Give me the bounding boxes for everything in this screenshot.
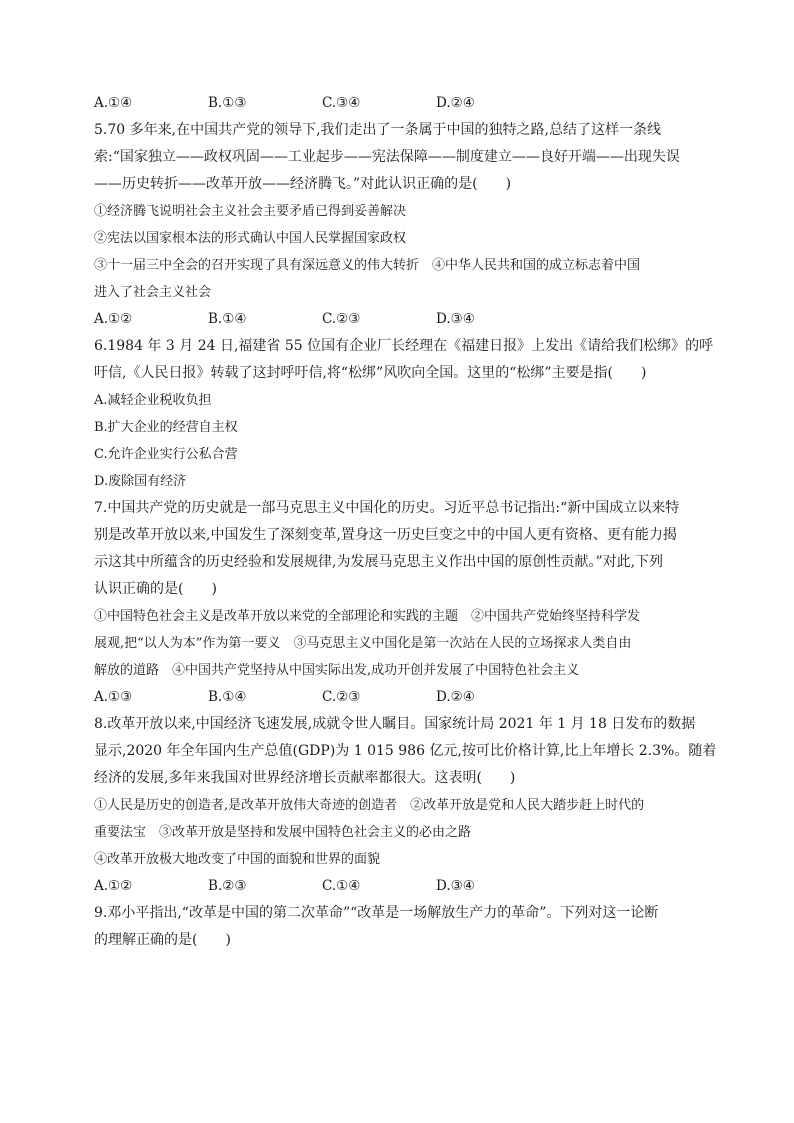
q6-choice-b: B.扩大企业的经营自主权 [94, 420, 238, 435]
question-5 [94, 117, 700, 333]
q8-stem-line: 显示,2020 年全年国内生产总值(GDP)为 1 015 986 亿元,按可比价格计算,比上年增长 2.3%。随着 [94, 743, 717, 759]
q4-option-c: C.③④ [322, 95, 361, 111]
question-6 [94, 333, 714, 495]
q7-stem-line: 示这其中所蕴含的历史经验和发展规律,为发展马克思主义作出中国的原创性贡献。”对此,下列 [94, 554, 664, 570]
q9-stem-line: 的理解正确的是( ) [94, 932, 231, 948]
q4-option-a: A.①④ [94, 95, 133, 111]
q4-options [94, 90, 700, 117]
q7-stem-line: 7.中国共产党的历史就是一部马克思主义中国化的历史。习近平总书记指出:“新中国成立以来特 [94, 500, 680, 516]
q7-statement: ①中国特色社会主义是改革开放以来党的全部理论和实践的主题 ②中国共产党始终坚持科学发 [94, 609, 641, 624]
q6-stem-line: 吁信,《人民日报》转载了这封呼吁信,将“松绑”风吹向全国。这里的“松绑”主要是指( ) [94, 365, 647, 381]
question-7 [94, 495, 700, 711]
q8-option-d: D.③④ [436, 878, 475, 894]
q7-stem-line: 别是改革开放以来,中国发生了深刻变革,置身这一历史巨变之中的中国人更有资格、更有能力揭 [94, 527, 677, 543]
q8-stem-line: 经济的发展,多年来我国对世界经济增长贡献率都很大。这表明( ) [94, 770, 516, 786]
q5-stem-line: 索:“国家独立——政权巩固——工业起步——宪法保障——制度建立——良好开端——出现失误 [94, 149, 680, 165]
q7-option-b: B.①④ [208, 689, 247, 705]
q7-option-c: C.②③ [322, 689, 361, 705]
q5-option-b: B.①④ [208, 311, 247, 327]
q6-stem-line: 6.1984 年 3 月 24 日,福建省 55 位国有企业厂长经理在《福建日报》上发出《请给我们松绑》的呼 [94, 338, 714, 354]
q7-statement: 展观,把“以人为本”作为第一要义 ③马克思主义中国化是第一次站在人民的立场探求人类自由 [94, 636, 632, 651]
q6-choice-c: C.允许企业实行公私合营 [94, 447, 238, 462]
q9-stem-line: 9.邓小平指出,“改革是中国的第二次革命”“改革是一场解放生产力的革命”。下列对这一论断 [94, 905, 659, 921]
q8-statement: ①人民是历史的创造者,是改革开放伟大奇迹的创造者 ②改革开放是党和人民大踏步赶上时代的 [94, 798, 645, 813]
question-8 [94, 711, 717, 900]
q7-option-d: D.②④ [436, 689, 475, 705]
q5-statement: ①经济腾飞说明社会主义社会主要矛盾已得到妥善解决 [94, 204, 407, 219]
q5-option-d: D.③④ [436, 311, 475, 327]
q4-option-d: D.②④ [436, 95, 475, 111]
q5-stem-line: 5.70 多年来,在中国共产党的领导下,我们走出了一条属于中国的独特之路,总结了这样一条线 [94, 122, 661, 138]
q4-option-b: B.①③ [208, 95, 247, 111]
q5-option-a: A.①② [94, 311, 133, 327]
question-9 [94, 900, 700, 954]
q7-option-a: A.①③ [94, 689, 133, 705]
q7-stem-line: 认识正确的是( ) [94, 581, 217, 597]
q5-statement: 进入了社会主义社会 [94, 285, 212, 300]
q8-options [94, 873, 700, 900]
q6-choice-a: A.减轻企业税收负担 [94, 393, 212, 408]
q8-option-b: B.②③ [208, 878, 247, 894]
q6-choice-d: D.废除国有经济 [94, 474, 187, 489]
q8-option-c: C.①④ [322, 878, 361, 894]
q5-statement: ③十一届三中全会的召开实现了具有深远意义的伟大转折 ④中华人民共和国的成立标志着中国 [94, 258, 641, 273]
q5-statement: ②宪法以国家根本法的形式确认中国人民掌握国家政权 [94, 231, 407, 246]
q8-statement: ④改革开放极大地改变了中国的面貌和世界的面貌 [94, 852, 381, 867]
q5-option-c: C.②③ [322, 311, 361, 327]
q5-options [94, 306, 700, 333]
q8-stem-line: 8.改革开放以来,中国经济飞速发展,成就令世人瞩目。国家统计局 2021 年 1 月 18 日发布的数据 [94, 716, 696, 732]
q7-options [94, 684, 700, 711]
q8-statement: 重要法宝 ③改革开放是坚持和发展中国特色社会主义的必由之路 [94, 825, 472, 840]
q7-statement: 解放的道路 ④中国共产党坚持从中国实际出发,成功开创并发展了中国特色社会主义 [94, 663, 580, 678]
q5-stem-line: ——历史转折——改革开放——经济腾飞。”对此认识正确的是( ) [94, 176, 512, 192]
exam-page [94, 90, 717, 954]
q8-option-a: A.①② [94, 878, 133, 894]
